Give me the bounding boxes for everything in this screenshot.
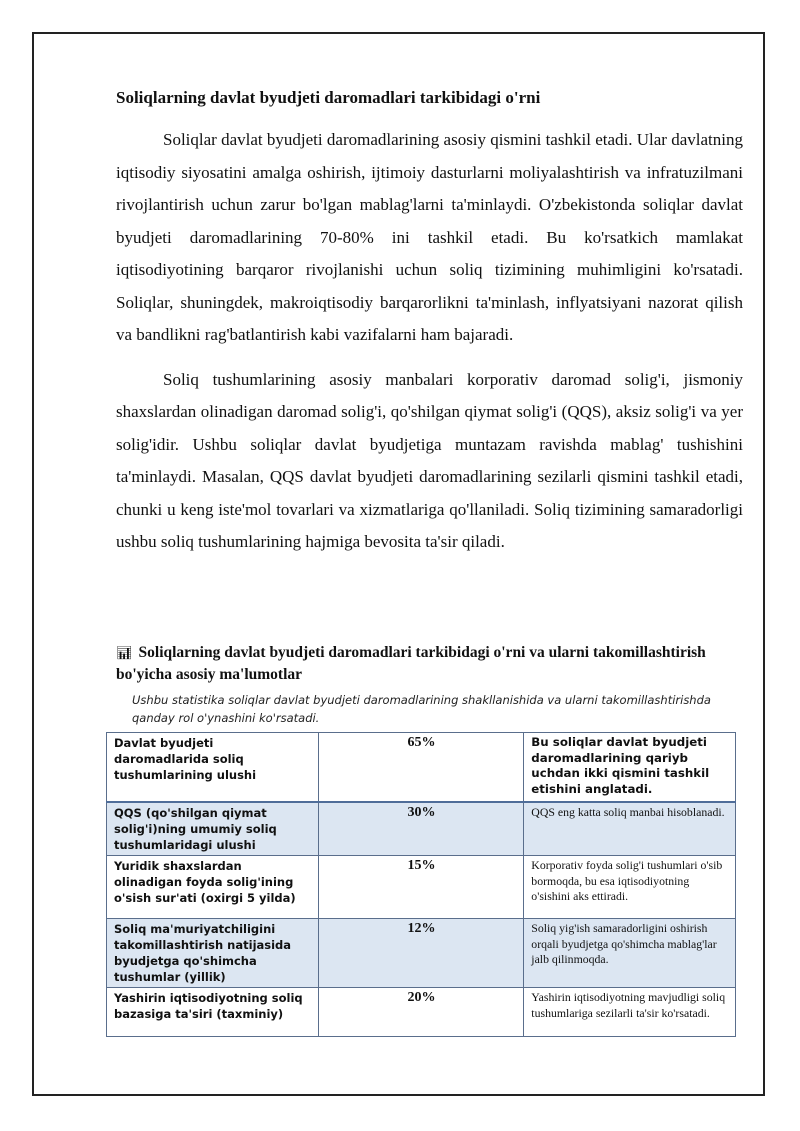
statistics-table [106,732,736,1037]
row-label: Davlat byudjeti daromadlarida soliq tushumlarining ulushi [107,733,319,803]
table-row [107,856,736,919]
table-row [107,919,736,988]
table-title-text: Soliqlarning davlat byudjeti daromadlari tarkibidagi o'rni va ularni takomillashtirish bo'yicha asosiy ma'lumotlar [116,644,706,683]
paragraph-1: Soliqlar davlat byudjeti daromadlarining asosiy qismini tashkil etadi. Ular davlatning iqtisodiy siyosatini amalga oshirish, ijtimoiy dasturlarni moliyalashtirish va infratuzilmani rivojlantirish uchun zarur bo'lgan mablag'larni ta'minlaydi. O'zbekistonda soliqlar davlat byudjeti daromadlarining 70-80% ini tashkil etadi. Bu ko'rsatkich mamlakat iqtisodiyotining barqaror rivojlanishi uchun soliq tizimining muhimligini ko'rsatadi. Soliqlar, shuningdek, makroiqtisodiy barqarorlikni ta'minlash, inflyatsiyani nazorat qilish va bandlikni rag'batlantirish kabi vazifalarni ham bajaradi. [116,130,743,344]
row-description: QQS eng katta soliq manbai hisoblanadi. [524,802,736,856]
table-note: Ushbu statistika soliqlar davlat byudjeti daromadlarining shakllanishida va ularni takomillashtirishda qanday rol o'ynashini ko'rsatadi. [132,693,711,725]
table-title [116,642,743,685]
row-description: Yashirin iqtisodiyotning mavjudligi soliq tushumlariga sezilarli ta'sir ko'rsatadi. [524,988,736,1037]
row-value: 65% [318,733,524,803]
document-body [116,84,743,571]
row-label: Yuridik shaxslardan olinadigan foyda solig'ining o'sish sur'ati (oxirgi 5 yilda) [107,856,319,919]
row-value: 30% [318,802,524,856]
table-row [107,733,736,803]
row-label: QQS (qo'shilgan qiymat solig'i)ning umumiy soliq tushumlaridagi ulushi [107,802,319,856]
bar-chart-icon: 📊︎ [116,646,133,661]
row-value: 12% [318,919,524,988]
section-heading: Soliqlarning davlat byudjeti daromadlari tarkibidagi o'rni [116,88,541,107]
row-value: 20% [318,988,524,1037]
table-row [107,802,736,856]
row-value: 15% [318,856,524,919]
table-row [107,988,736,1037]
row-description: Korporativ foyda solig'i tushumlari o'sib bormoqda, bu esa iqtisodiyotning o'sishini aks ettiradi. [524,856,736,919]
row-label: Soliq ma'muriyatchiligini takomillashtirish natijasida byudjetga qo'shimcha tushumlar (yillik) [107,919,319,988]
row-label: Yashirin iqtisodiyotning soliq bazasiga ta'siri (taxminiy) [107,988,319,1037]
table-header-block [116,622,743,731]
paragraph-2: Soliq tushumlarining asosiy manbalari korporativ daromad solig'i, jismoniy shaxslardan olinadigan daromad solig'i, qo'shilgan qiymat solig'i (QQS), aksiz solig'i va yer solig'idir. Ushbu soliqlar davlat byudjetiga muntazam ravishda mablag' tushishini ta'minlaydi. Masalan, QQS davlat byudjeti daromadlarining sezilarli qismini tashkil etadi, chunki u keng iste'mol tovarlari va xizmatlariga qo'llaniladi. Soliq tizimining samaradorligi ushbu soliq tushumlarining hajmiga bevosita ta'sir qiladi. [116,369,743,551]
row-description: Bu soliqlar davlat byudjeti daromadlarining qariyb uchdan ikki qismini tashkil etishini anglatadi. [524,733,736,803]
row-description: Soliq yig'ish samaradorligini oshirish orqali byudjetga qo'shimcha mablag'lar jalb qilinmoqda. [524,919,736,988]
